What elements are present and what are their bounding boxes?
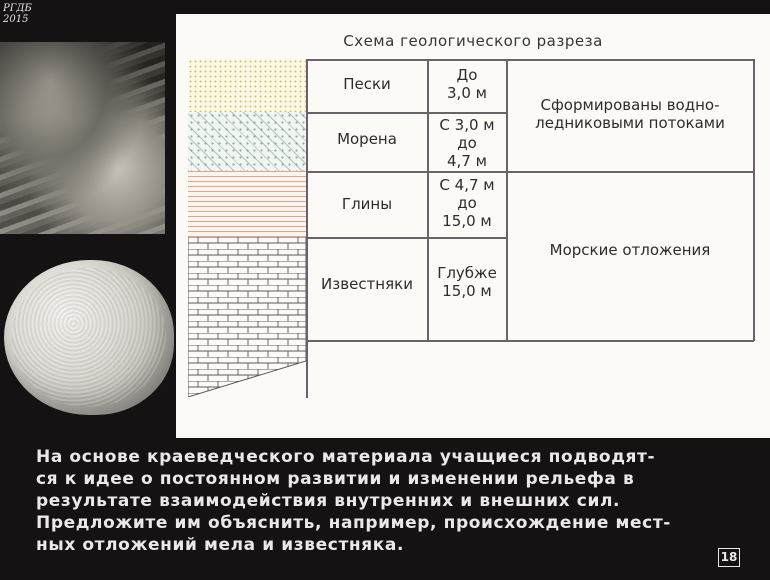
- table-bottom-border: [306, 340, 754, 342]
- caption-line-2: ся к идее о постоянном развитии и изменении рельефа в: [36, 469, 635, 489]
- depth-moraine-line-3: 4,7 м: [447, 152, 487, 170]
- depth-clay: [428, 176, 506, 230]
- column-left-border: [306, 59, 308, 398]
- outcrop-photo: [0, 42, 165, 234]
- layer-name-moraine: Морена: [337, 130, 397, 148]
- caption-line-1: На основе краеведческого материала учащиеся подводят-: [36, 447, 656, 467]
- origin-glacial: [507, 96, 753, 132]
- rock-sample-photo: [4, 260, 174, 415]
- depth-limestone: [428, 264, 506, 300]
- depth-moraine: [428, 116, 506, 170]
- row-divider-2: [306, 171, 754, 173]
- depth-moraine-line-1: С 3,0 м: [439, 116, 495, 134]
- geologic-section-panel: [176, 14, 770, 438]
- depth-sand: [428, 66, 506, 102]
- layer-name-clay: Глины: [341, 195, 393, 213]
- origin-marine-line-1: Морские отложения: [549, 241, 711, 259]
- depth-clay-line-2: до: [457, 194, 477, 212]
- origin-marine: [507, 241, 753, 259]
- caption-line-4: Предложите им объяснить, например, происхождение мест-: [36, 513, 671, 533]
- table-top-border: [306, 59, 754, 61]
- depth-limestone-line-2: 15,0 м: [442, 282, 492, 300]
- caption-line-3: результате взаимодействия внутренних и внешних сил.: [36, 491, 621, 511]
- clay-pattern: [188, 171, 306, 237]
- layer-name-limestone: Известняки: [321, 275, 413, 293]
- diagram-title: Схема геологического разреза: [343, 32, 603, 50]
- depth-sand-line-2: 3,0 м: [447, 84, 487, 102]
- caption-line-5: ных отложений мела и известняка.: [36, 535, 405, 555]
- depth-clay-line-1: С 4,7 м: [439, 176, 495, 194]
- caption-text: [36, 446, 752, 556]
- moraine-pattern: [188, 112, 306, 171]
- depth-moraine-line-2: до: [457, 134, 477, 152]
- depth-sand-line-1: До: [456, 66, 478, 84]
- watermark-line-1: РГДБ: [3, 3, 32, 14]
- depth-limestone-line-1: Глубже: [437, 264, 497, 282]
- origin-glacial-line-2: ледниковыми потоками: [535, 114, 725, 132]
- sand-pattern: [188, 59, 306, 112]
- depth-clay-line-3: 15,0 м: [442, 212, 492, 230]
- limestone-pattern: [188, 237, 306, 397]
- watermark: [3, 3, 32, 25]
- table-right-border: [753, 59, 755, 341]
- watermark-line-2: 2015: [3, 14, 29, 25]
- origin-glacial-line-1: Сформированы водно-: [540, 96, 720, 114]
- page-number: 18: [718, 548, 740, 567]
- row-divider-3: [306, 237, 507, 239]
- row-divider-1: [306, 112, 507, 114]
- layer-name-sand: Пески: [343, 75, 391, 93]
